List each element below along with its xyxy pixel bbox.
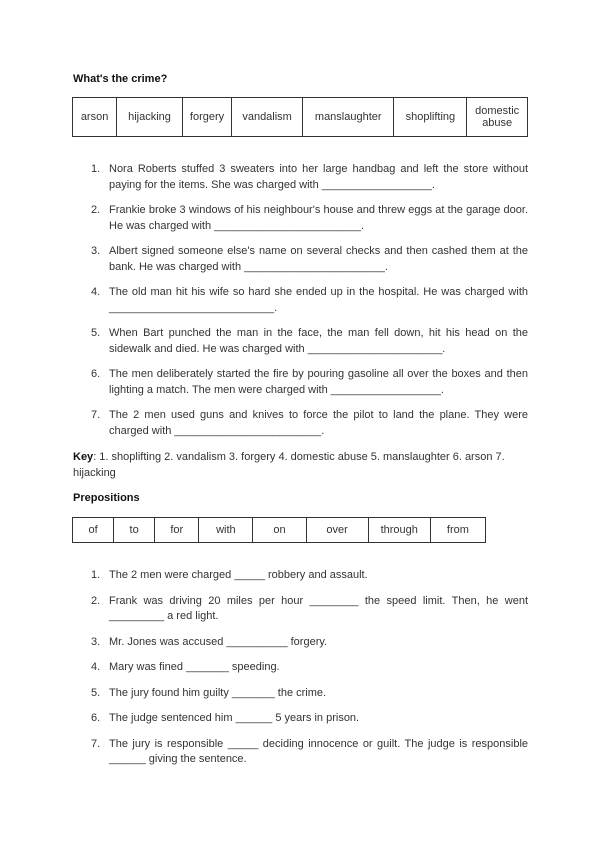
- crime-question: [73, 203, 528, 234]
- word-bank-cell: on: [253, 518, 306, 543]
- prepositions-heading: Prepositions: [73, 492, 140, 504]
- question-number: 7.: [91, 737, 101, 750]
- word-bank-cell: for: [155, 518, 199, 543]
- question-number: 4.: [91, 661, 101, 673]
- word-bank-cell: shoplifting: [394, 98, 467, 137]
- word-bank-cell: arson: [73, 98, 117, 137]
- word-bank-cell: of: [73, 518, 114, 543]
- answer-key: [73, 450, 528, 481]
- crime-question: [73, 408, 528, 439]
- question-number: 6.: [91, 712, 101, 724]
- question-text: The judge sentenced him ______ 5 years in prison.: [109, 712, 360, 724]
- question-number: 1.: [91, 569, 101, 581]
- word-bank-cell: domestic abuse: [467, 98, 528, 137]
- question-text: The jury found him guilty _______ the crime.: [109, 686, 327, 699]
- question-text: The old man hit his wife so hard she ended up in the hospital. He was charged with ___________________________.: [109, 286, 528, 314]
- question-number: 5.: [91, 686, 101, 699]
- crime-question: [73, 285, 528, 316]
- word-bank-cell: vandalism: [232, 98, 303, 137]
- answer-key-text: : 1. shoplifting 2. vandalism 3. forgery 4. domestic abuse 5. manslaughter 6. arson 7. hijacking: [73, 451, 505, 479]
- crime-heading: What's the crime?: [73, 73, 168, 85]
- word-bank-cell: through: [368, 518, 430, 543]
- question-text: The jury is responsible _____ deciding innocence or guilt. The judge is responsible ______ giving the sentence.: [109, 737, 528, 765]
- question-text: Nora Roberts stuffed 3 sweaters into her large handbag and left the store without paying for the items. She was charged with __________________.: [109, 163, 528, 191]
- word-bank-cell: with: [199, 518, 253, 543]
- crime-question: [73, 326, 528, 357]
- question-text: The 2 men used guns and knives to force the pilot to land the plane. They were charged with ________________________.: [109, 409, 528, 437]
- question-text: Mr. Jones was accused __________ forgery.: [109, 635, 328, 648]
- crime-question-list: [73, 162, 528, 439]
- question-text: Albert signed someone else's name on several checks and then cashed them at the bank. He was charged with _______________________.: [109, 245, 528, 273]
- word-bank-cell: from: [430, 518, 485, 543]
- crime-question: [73, 244, 528, 275]
- word-bank-cell: manslaughter: [303, 98, 394, 137]
- word-bank-cell: over: [306, 518, 368, 543]
- question-text: The 2 men were charged _____ robbery and assault.: [109, 569, 368, 581]
- question-number: 2.: [91, 594, 101, 607]
- question-number: 6.: [91, 368, 101, 380]
- preposition-question: [73, 686, 528, 702]
- word-bank-cell: hijacking: [117, 98, 183, 137]
- question-number: 5.: [91, 327, 101, 339]
- crime-question: [73, 367, 528, 398]
- preposition-question: [73, 711, 528, 727]
- preposition-question: [73, 635, 528, 651]
- answer-key-label: Key: [73, 451, 94, 463]
- question-text: Frankie broke 3 windows of his neighbour's house and threw eggs at the garage door. He was charged with ________________________.: [109, 204, 528, 232]
- question-number: 4.: [91, 286, 101, 298]
- preposition-question: [73, 594, 528, 625]
- question-text: When Bart punched the man in the face, the man fell down, hit his head on the sidewalk and died. He was charged with ______________________.: [109, 327, 528, 355]
- preposition-question: [73, 737, 528, 768]
- question-text: Frank was driving 20 miles per hour ________ the speed limit. Then, he went _________ a red light.: [109, 594, 528, 622]
- question-number: 2.: [91, 204, 101, 216]
- word-bank-cell: to: [114, 518, 155, 543]
- preposition-question: [73, 568, 528, 584]
- preposition-question: [73, 660, 528, 676]
- question-number: 3.: [91, 635, 101, 648]
- crime-word-bank: [72, 97, 528, 137]
- question-text: The men deliberately started the fire by pouring gasoline all over the boxes and then lighting a match. The men were charged with __________________.: [109, 368, 528, 396]
- question-number: 1.: [91, 163, 101, 175]
- prepositions-question-list: [73, 568, 528, 768]
- question-text: Mary was fined _______ speeding.: [109, 661, 280, 673]
- question-number: 7.: [91, 409, 101, 421]
- prepositions-word-bank: [72, 517, 486, 543]
- crime-question: [73, 162, 528, 193]
- question-number: 3.: [91, 245, 101, 257]
- word-bank-cell: forgery: [182, 98, 231, 137]
